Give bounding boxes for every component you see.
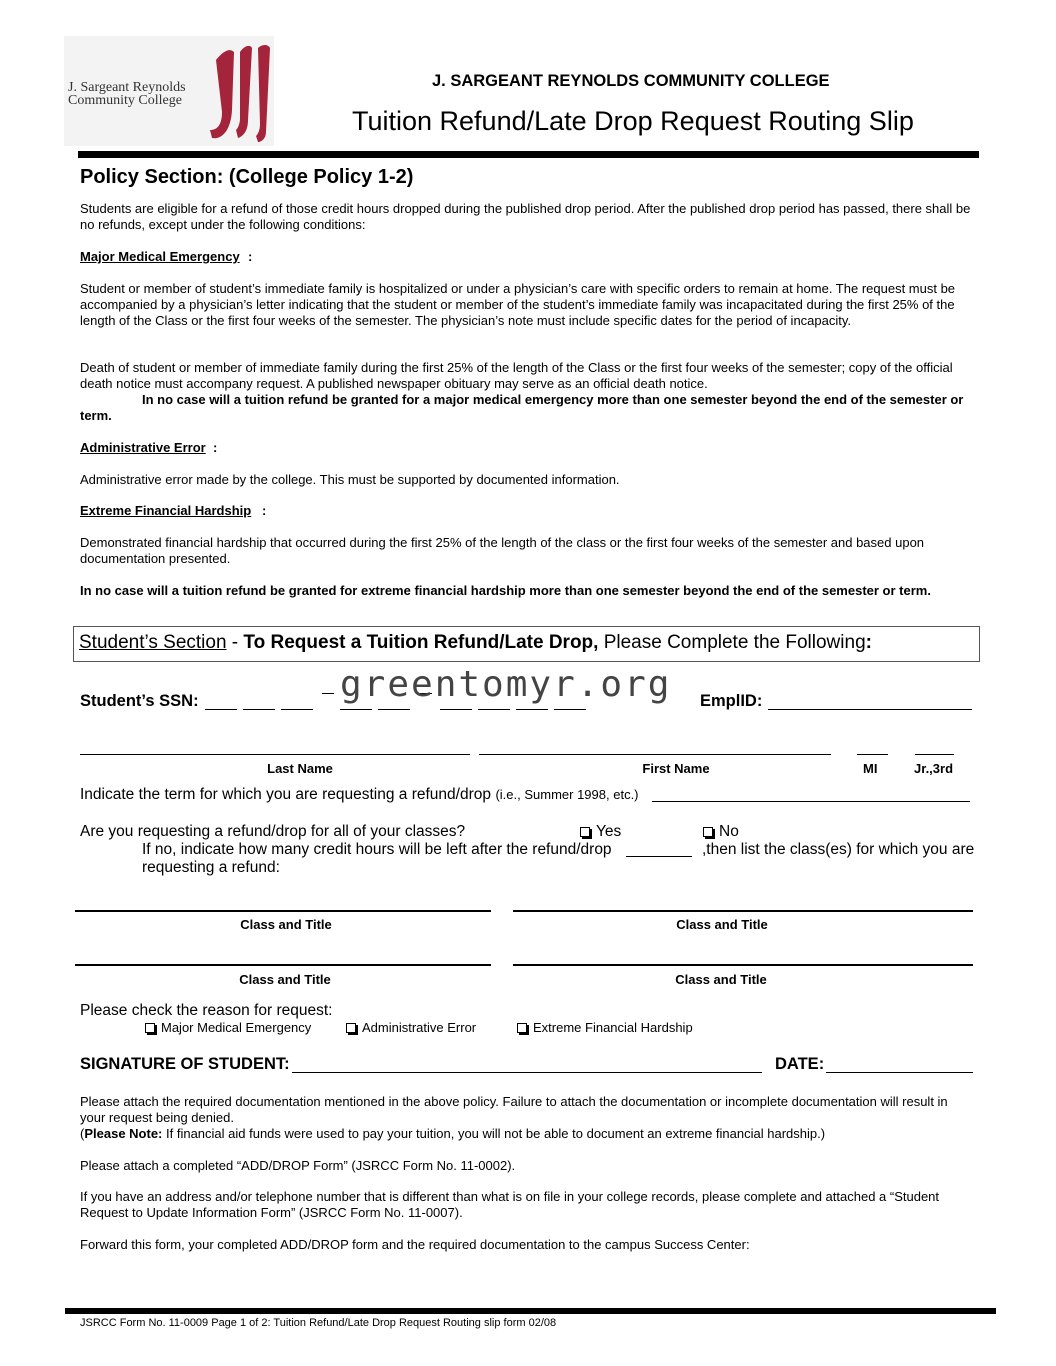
medical-heading-colon: : xyxy=(248,249,253,264)
logo-text-line-1: J. Sargeant Reynolds xyxy=(68,80,186,95)
policy-heading: Policy Section: (College Policy 1-2) xyxy=(80,166,414,188)
admin-checkbox[interactable] xyxy=(346,1023,356,1033)
date-label: DATE: xyxy=(775,1055,825,1073)
yes-label: Yes xyxy=(596,823,622,840)
no-option[interactable] xyxy=(703,823,739,841)
last-name-label: Last Name xyxy=(267,761,333,776)
instructions-p2: Please attach a completed “ADD/DROP Form” (JSRCC Form No. 11-0002). xyxy=(80,1158,516,1173)
admin-heading-colon: : xyxy=(213,440,218,455)
class-label-2: Class and Title xyxy=(676,917,768,932)
reason-option-medical[interactable] xyxy=(145,1020,311,1036)
ssn-field-5[interactable] xyxy=(378,709,410,710)
class-field-1[interactable] xyxy=(75,910,491,912)
footer-text: JSRCC Form No. 11-0009 Page 1 of 2: Tuition Refund/Late Drop Request Routing slip form 02/08 xyxy=(80,1317,557,1329)
suffix-label: Jr.,3rd xyxy=(914,761,954,776)
ssn-label: Student’s SSN: xyxy=(80,692,199,710)
term-label xyxy=(80,786,639,804)
footer-rule xyxy=(65,1308,996,1314)
mi-field[interactable] xyxy=(857,754,888,755)
credit-hours-question-cont: ,then list the class(es) for which you are xyxy=(702,841,975,858)
mi-label: MI xyxy=(863,761,878,776)
first-name-field[interactable] xyxy=(479,754,831,755)
ssn-field-2[interactable] xyxy=(243,709,275,710)
college-name: J. SARGEANT REYNOLDS COMMUNITY COLLEGE xyxy=(432,72,830,90)
term-label-text: Indicate the term for which you are requesting a refund/drop xyxy=(80,786,491,803)
signature-label: SIGNATURE OF STUDENT: xyxy=(80,1055,290,1073)
policy-intro: Students are eligible for a refund of those credit hours dropped during the published drop period. After the published drop period has passed, there shall be no refunds, except under the following conditions: xyxy=(80,201,971,232)
medical-note: In no case will a tuition refund be granted for a major medical emergency more than one semester beyond the end of the semester or term. xyxy=(80,392,964,423)
hardship-reason-label: Extreme Financial Hardship xyxy=(533,1020,693,1035)
hardship-note: In no case will a tuition refund be granted for extreme financial hardship more than one semester beyond the end of the semester or term. xyxy=(80,583,931,598)
date-field[interactable] xyxy=(826,1072,973,1073)
note-label: Please Note: xyxy=(84,1126,163,1141)
student-section-title: Student’s Section xyxy=(79,632,227,653)
instructions-p1: Please attach the required documentation mentioned in the above policy. Failure to attach the documentation or incomplete documentation will result in your request being denied. xyxy=(80,1094,948,1125)
student-section-dash: - xyxy=(226,632,244,653)
last-name-field[interactable] xyxy=(80,754,470,755)
credit-hours-field[interactable] xyxy=(626,856,692,857)
hardship-heading: Extreme Financial Hardship xyxy=(80,503,252,518)
no-label: No xyxy=(719,823,739,840)
medical-paragraph-2: Death of student or member of immediate family during the first 25% of the length of the Class or the first four weeks of the semester; copy of the official death notice must accompany request. A published newspaper obituary may serve as an official death notice. xyxy=(80,360,953,391)
ssn-field-7[interactable] xyxy=(478,709,510,710)
reason-label: Please check the reason for request: xyxy=(80,1002,333,1019)
hardship-heading-colon: : xyxy=(262,503,267,518)
logo-text-line-2: Community College xyxy=(68,93,182,108)
term-field[interactable] xyxy=(652,801,970,802)
emplid-label: EmplID: xyxy=(700,692,763,710)
instructions-p3: If you have an address and/or telephone number that is different than what is on file in your college records, please complete and attached a “Student Request to Update Information Form” (JSRCC Form No. 11-0007). xyxy=(80,1189,940,1220)
ssn-field-4[interactable] xyxy=(340,709,372,710)
suffix-field[interactable] xyxy=(915,754,954,755)
emplid-field[interactable] xyxy=(768,709,972,710)
college-logo xyxy=(64,36,274,146)
credit-hours-question-end: requesting a refund: xyxy=(142,859,280,876)
reason-option-admin[interactable] xyxy=(346,1020,476,1036)
medical-paragraph-1: Student or member of student’s immediate family is hospitalized or under a physician’s care with specific orders to remain at home. The request must be accompanied by a physician’s letter indicating that the student or member of the student’s immediate family was incapacitated during the first 25% of the length of the Class or the first four weeks of the semester. The physician’s note must include specific dates for the period of incapacity. xyxy=(80,281,956,328)
medical-reason-label: Major Medical Emergency xyxy=(161,1020,312,1035)
admin-paragraph: Administrative error made by the college. This must be supported by documented information. xyxy=(80,472,620,487)
no-checkbox[interactable] xyxy=(703,827,713,837)
watermark: greentomyr.org xyxy=(340,664,672,705)
credit-hours-question: If no, indicate how many credit hours will be left after the refund/drop xyxy=(142,841,612,858)
class-label-4: Class and Title xyxy=(675,972,767,987)
all-classes-question: Are you requesting a refund/drop for all of your classes? xyxy=(80,823,466,840)
medical-checkbox[interactable] xyxy=(145,1023,155,1033)
class-label-1: Class and Title xyxy=(240,917,332,932)
reason-option-hardship[interactable] xyxy=(517,1020,693,1036)
student-section-colon: : xyxy=(865,632,872,653)
instructions-note: (Please Note: If financial aid funds were used to pay your tuition, you will not be able to document an extreme financial hardship.) xyxy=(80,1126,826,1141)
ssn-field-9[interactable] xyxy=(554,709,586,710)
form-title: Tuition Refund/Late Drop Request Routing Slip xyxy=(352,106,914,136)
admin-reason-label: Administrative Error xyxy=(362,1020,477,1035)
student-section-rest: Please Complete the Following xyxy=(598,632,866,653)
ssn-field-6[interactable] xyxy=(440,709,472,710)
hardship-paragraph: Demonstrated financial hardship that occurred during the first 25% of the length of the class or the first four weeks of the semester and based upon documentation presented. xyxy=(80,535,925,566)
class-field-2[interactable] xyxy=(513,910,973,912)
signature-field[interactable] xyxy=(292,1072,762,1073)
ssn-dash-1 xyxy=(322,693,334,694)
class-field-4[interactable] xyxy=(513,964,973,966)
term-example: (i.e., Summer 1998, etc.) xyxy=(495,787,639,802)
student-section-header xyxy=(73,626,980,662)
admin-heading: Administrative Error xyxy=(80,440,206,455)
class-label-3: Class and Title xyxy=(239,972,331,987)
medical-heading: Major Medical Emergency xyxy=(80,249,240,264)
yes-option[interactable] xyxy=(580,823,621,841)
hardship-checkbox[interactable] xyxy=(517,1023,527,1033)
logo-mark-icon xyxy=(204,40,274,144)
yes-checkbox[interactable] xyxy=(580,827,590,837)
ssn-field-1[interactable] xyxy=(205,709,237,710)
student-section-bold: To Request a Tuition Refund/Late Drop, xyxy=(243,632,599,653)
ssn-field-3[interactable] xyxy=(281,709,313,710)
note-text: If financial aid funds were used to pay your tuition, you will not be able to document an extreme financial hardship.) xyxy=(162,1126,826,1141)
instructions-p4: Forward this form, your completed ADD/DROP form and the required documentation to the campus Success Center: xyxy=(80,1237,750,1252)
first-name-label: First Name xyxy=(642,761,710,776)
header-rule xyxy=(78,151,979,158)
ssn-field-8[interactable] xyxy=(516,709,548,710)
class-field-3[interactable] xyxy=(75,964,491,966)
